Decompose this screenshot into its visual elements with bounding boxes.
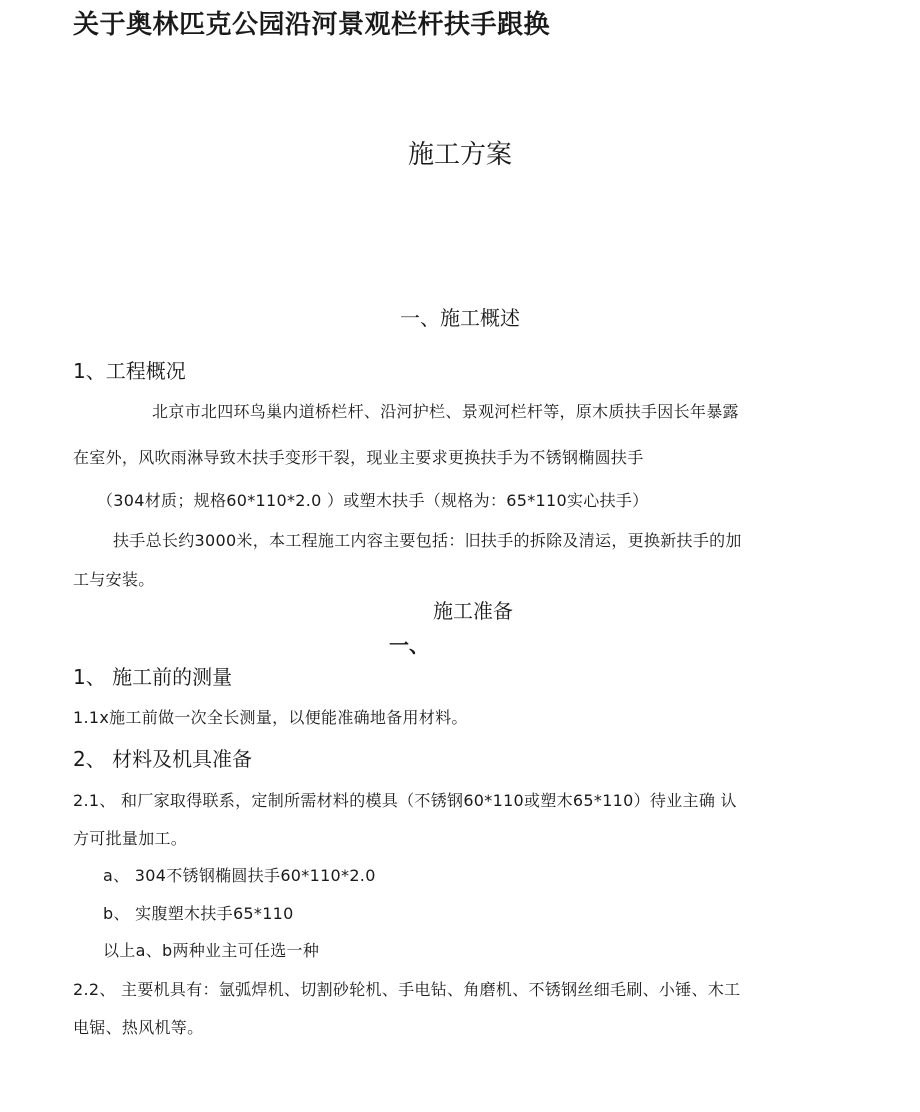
- paragraph-line: 电锯、热风机等。: [73, 1018, 204, 1037]
- list-item: 2.2、 主要机具有：氩弧焊机、切割砂轮机、手电钻、角磨机、不锈钢丝细毛刷、小锤、木工: [73, 980, 741, 999]
- section-number-marker: 一、: [389, 633, 429, 657]
- list-item: b、 实腹塑木扶手65*110: [103, 904, 294, 923]
- list-item: a、 304不锈钢椭圆扶手60*110*2.0: [103, 866, 376, 885]
- subheading-measurement: 1、 施工前的测量: [73, 665, 233, 689]
- document-subtitle: 施工方案: [407, 140, 512, 170]
- section-heading-preparation: 施工准备: [433, 599, 513, 623]
- paragraph-line: 北京市北四环鸟巢内道桥栏杆、沿河护栏、景观河栏杆等，原木质扶手因长年暴露: [152, 402, 739, 421]
- document-title: 关于奥林匹克公园沿河景观栏杆扶手跟换: [73, 10, 551, 40]
- list-item: 2.1、 和厂家取得联系，定制所需材料的模具（不锈钢60*110或塑木65*110）待业主确 认: [73, 791, 737, 810]
- paragraph-line: 扶手总长约3000米，本工程施工内容主要包括：旧扶手的拆除及清运，更换新扶手的加: [113, 531, 742, 550]
- subheading-materials-tools: 2、 材料及机具准备: [73, 747, 253, 771]
- paragraph-line: 工与安装。: [73, 570, 155, 589]
- paragraph-line: 方可批量加工。: [73, 829, 188, 848]
- subheading-project-overview: 1、工程概况: [73, 359, 186, 383]
- paragraph-line: （304材质；规格60*110*2.0 ）或塑木扶手（规格为：65*110实心扶手）: [97, 491, 649, 510]
- paragraph-line: 在室外，风吹雨淋导致木扶手变形干裂，现业主要求更换扶手为不锈钢椭圆扶手: [73, 448, 644, 467]
- section-heading-overview: 一、施工概述: [400, 306, 520, 330]
- paragraph-line: 以上a、b两种业主可任选一种: [103, 941, 320, 960]
- list-item: 1.1x施工前做一次全长测量，以便能准确地备用材料。: [73, 708, 468, 727]
